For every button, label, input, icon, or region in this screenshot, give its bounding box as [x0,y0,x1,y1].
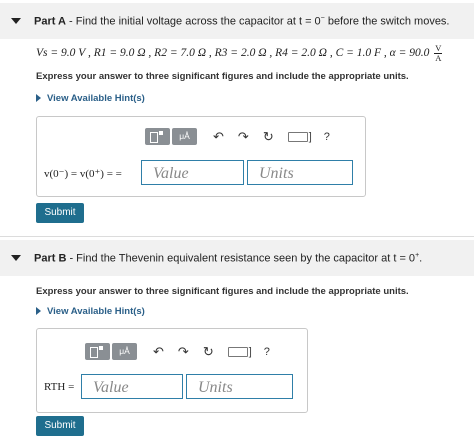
math-toolbar: μÅ ↶ ↷ ↻ ] ? [145,128,330,145]
collapse-triangle-icon[interactable] [11,18,21,24]
expand-arrow-icon [36,307,41,315]
keyboard-icon[interactable] [288,132,308,142]
instruction-text: Express your answer to three significant figures and include the appropriate units. [36,286,409,297]
reset-icon[interactable]: ↻ [202,343,214,359]
part-b-header[interactable] [0,240,474,276]
part-b-title: Part B - Find the Thevenin equivalent resistance seen by the capacitor at t = 0+. [34,252,423,265]
answer-label: v(0⁻) = v(0⁺) = = [44,168,122,180]
units-icon[interactable]: μÅ [112,343,137,360]
templates-icon[interactable] [85,343,110,360]
units-input[interactable]: Units [186,374,293,399]
part-a-header[interactable] [0,3,474,39]
submit-button[interactable]: Submit [36,416,84,436]
redo-icon[interactable]: ↷ [177,343,189,359]
units-icon[interactable]: μÅ [172,128,197,145]
undo-icon[interactable]: ↶ [213,128,224,144]
given-values: Vs = 9.0 V , R1 = 9.0 Ω , R2 = 7.0 Ω , R3 = 2.0 Ω , R4 = 2.0 Ω , C = 1.0 F , α = 90.0 $\frac{V}{A}$ [36,43,442,63]
view-hints-link[interactable]: View Available Hint(s) [36,306,145,317]
part-a-title: Part A - Find the initial voltage across the capacitor at t = 0− before the switch moves. [34,15,450,28]
templates-icon[interactable] [145,128,170,145]
help-icon[interactable]: ? [263,345,270,358]
reset-icon[interactable]: ↻ [262,128,274,144]
redo-icon[interactable]: ↷ [237,128,249,144]
help-icon[interactable]: ? [323,130,330,143]
view-hints-link[interactable]: View Available Hint(s) [36,93,145,104]
value-input[interactable]: Value [141,160,244,185]
math-toolbar: μÅ ↶ ↷ ↻ ] ? [85,343,270,360]
answer-box [36,328,308,413]
undo-icon[interactable]: ↶ [153,343,164,359]
alpha-unit-fraction: $\frac{V}{A}$ [435,43,442,63]
section-divider [0,236,474,237]
collapse-triangle-icon[interactable] [11,255,21,261]
units-input[interactable]: Units [247,160,353,185]
answer-label: RTH = [44,381,75,393]
part-b-section [0,240,474,443]
value-input[interactable]: Value [81,374,183,399]
expand-arrow-icon [36,94,41,102]
instruction-text: Express your answer to three significant figures and include the appropriate units. [36,71,409,82]
answer-box [36,116,366,197]
submit-button[interactable]: Submit [36,203,84,223]
keyboard-icon[interactable] [228,347,248,357]
